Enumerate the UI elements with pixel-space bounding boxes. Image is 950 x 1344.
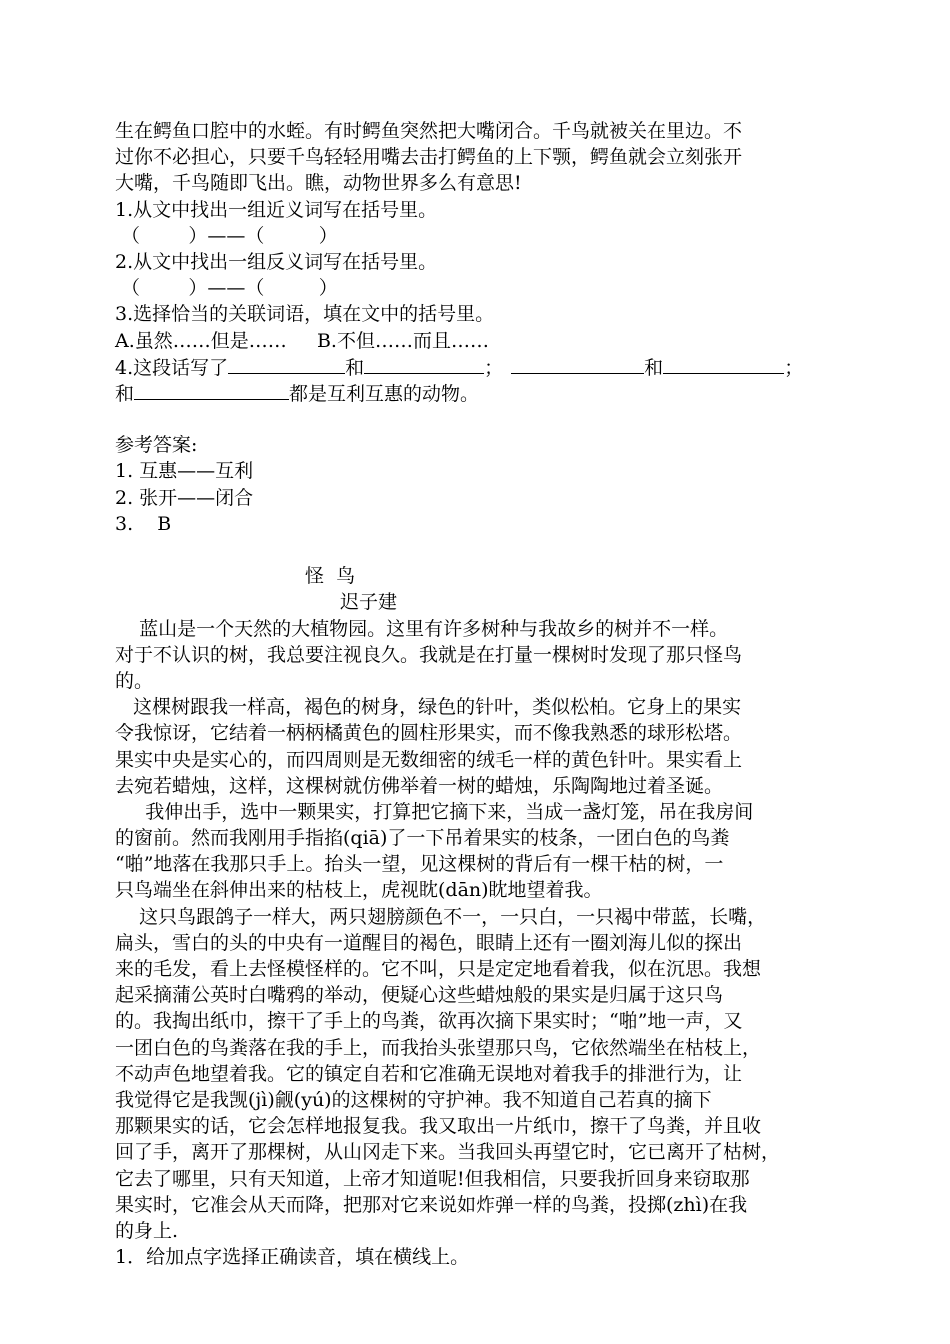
story-author: 迟子建 bbox=[340, 591, 398, 614]
text-line: 它去了哪里，只有天知道，上帝才知道呢!但我相信，只要我折回身来窃取那 bbox=[115, 1167, 750, 1190]
text-line: 过你不必担心，只要千鸟轻轻用嘴去击打鳄鱼的上下颚，鳄鱼就会立刻张开 bbox=[115, 146, 743, 169]
text-line: 只鸟端坐在斜伸出来的枯枝上，虎视眈(dān)眈地望着我。 bbox=[115, 879, 603, 902]
answer-item: 3. B bbox=[115, 512, 172, 535]
text-line: 我伸出手，选中一颗果实，打算把它摘下来，当成一盏灯笼，吊在我房间 bbox=[115, 800, 754, 823]
question-3: 3.选择恰当的关联词语，填在文中的括号里。 bbox=[115, 303, 495, 326]
conjunction: 和 bbox=[115, 382, 135, 405]
spacer bbox=[115, 537, 835, 563]
text-line: 生在鳄鱼口腔中的水蛭。有时鳄鱼突然把大嘴闭合。千鸟就被关在里边。不 bbox=[115, 120, 743, 142]
conjunction: 和 bbox=[644, 356, 664, 379]
text-line: “啪”地落在我那只手上。抬头一望，见这棵树的背后有一棵干枯的树，一 bbox=[115, 853, 724, 876]
question-4-line2 bbox=[115, 380, 835, 406]
answer-heading: 参考答案: bbox=[115, 434, 198, 457]
text-line: 这只鸟跟鸽子一样大，两只翅膀颜色不一，一只白，一只褐中带蓝，长嘴， bbox=[115, 905, 767, 928]
text-line: 一团白色的鸟粪落在我的手上，而我抬头张望那只鸟，它依然端坐在枯枝上， bbox=[115, 1036, 762, 1059]
text-line: 的。我掏出纸巾，擦干了手上的鸟粪，欲再次摘下果实时；“啪”地一声，又 bbox=[115, 1010, 743, 1033]
question-1: 1.从文中找出一组近义词写在括号里。 bbox=[115, 198, 438, 221]
text-line: 果实中央是实心的，而四周则是无数细密的绒毛一样的黄色针叶。果实看上 bbox=[115, 748, 743, 771]
question-3-options: A.虽然……但是…… B.不但……而且…… bbox=[115, 329, 489, 352]
fill-blank[interactable] bbox=[134, 380, 289, 400]
text-line: 对于不认识的树，我总要注视良久。我就是在打量一棵树时发现了那只怪鸟 bbox=[115, 643, 743, 666]
text-line: 的窗前。然而我刚用手指掐(qiā)了一下吊着果实的枝条，一团白色的鸟粪 bbox=[115, 827, 730, 850]
text-line: 那颗果实的话，它会怎样地报复我。我又取出一片纸巾，擦干了鸟粪，并且收 bbox=[115, 1115, 762, 1138]
question-2: 2.从文中找出一组反义词写在括号里。 bbox=[115, 250, 438, 273]
text-line: 起采摘蒲公英时白嘴鸦的举动，便疑心这些蜡烛般的果实是归属于这只鸟 bbox=[115, 984, 724, 1007]
document-page bbox=[115, 118, 835, 1270]
text-line: 来的毛发，看上去怪模怪样的。它不叫，只是定定地看着我，似在沉思。我想 bbox=[115, 958, 762, 980]
question-4-suffix: 都是互利互惠的动物。 bbox=[289, 382, 480, 405]
question-line: 1．给加点字选择正确读音，填在横线上。 bbox=[115, 1246, 470, 1269]
text-line: 我觉得它是我觊(jì)觎(yú)的这棵树的守护神。我不知道自己若真的摘下 bbox=[115, 1088, 712, 1111]
conjunction: 和 bbox=[345, 356, 365, 379]
text-line: 扁头，雪白的头的中央有一道醒目的褐色，眼睛上还有一圈刘海儿似的探出 bbox=[115, 931, 743, 954]
passage-excerpt bbox=[115, 118, 835, 406]
text-line: 回了手，离开了那棵树，从山冈走下来。当我回头再望它时，它已离开了枯树， bbox=[115, 1141, 781, 1164]
text-line: 的身上. bbox=[115, 1219, 179, 1242]
text-line: 令我惊讶，它结着一柄柄橘黄色的圆柱形果实，而不像我熟悉的球形松塔。 bbox=[115, 722, 743, 745]
text-line: 不动声色地望着我。它的镇定自若和它准确无误地对着我手的排泄行为，让 bbox=[115, 1062, 743, 1085]
separator: ； bbox=[784, 356, 804, 379]
fill-blank[interactable] bbox=[228, 354, 345, 374]
fill-blank[interactable] bbox=[364, 354, 484, 374]
answer-key bbox=[115, 432, 835, 537]
question-2-brackets: （ ）——（ ） bbox=[115, 277, 338, 300]
text-line: 大嘴，千鸟随即飞出。瞧，动物世界多么有意思! bbox=[115, 172, 522, 195]
separator: ； bbox=[484, 356, 504, 379]
fill-blank[interactable] bbox=[663, 354, 784, 374]
story bbox=[115, 563, 835, 1270]
story-title: 怪 鸟 bbox=[305, 565, 356, 588]
text-line: 的。 bbox=[115, 669, 154, 692]
text-line: 去宛若蜡烛，这样，这棵树就仿佛举着一树的蜡烛，乐陶陶地过着圣诞。 bbox=[115, 774, 724, 797]
question-1-brackets: （ ）——（ ） bbox=[115, 224, 338, 247]
question-4-prefix: 4.这段话写了 bbox=[115, 356, 229, 379]
fill-blank[interactable] bbox=[511, 354, 644, 374]
answer-item: 1. 互惠——互利 bbox=[115, 460, 254, 483]
question-4 bbox=[115, 354, 835, 380]
text-line: 蓝山是一个天然的大植物园。这里有许多树种与我故乡的树并不一样。 bbox=[115, 617, 729, 640]
answer-item: 2. 张开——闭合 bbox=[115, 486, 254, 509]
text-line: 果实时，它准会从天而降，把那对它来说如炸弹一样的鸟粪，投掷(zhì)在我 bbox=[115, 1193, 748, 1216]
spacer bbox=[115, 406, 835, 432]
text-line: 这棵树跟我一样高，褐色的树身，绿色的针叶，类似松柏。它身上的果实 bbox=[115, 696, 742, 719]
